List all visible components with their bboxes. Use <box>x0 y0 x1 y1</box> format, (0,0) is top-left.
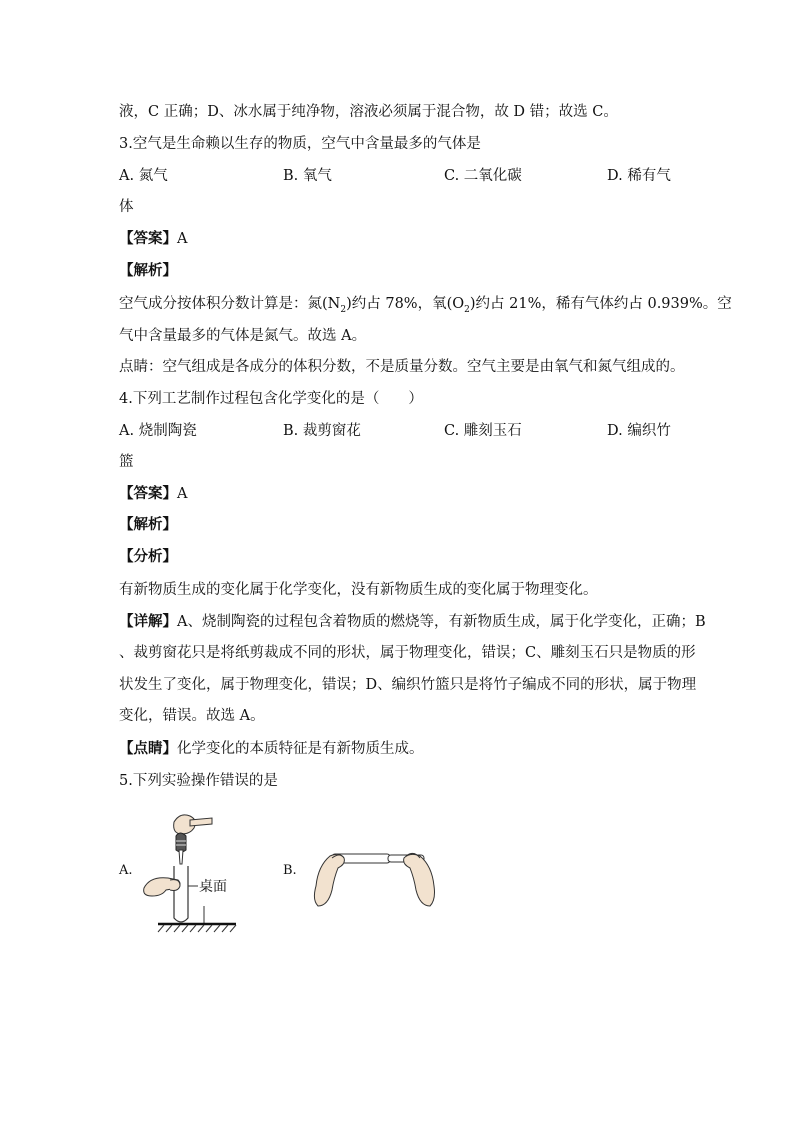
q3-stem: 3.空气是生命赖以生存的物质，空气中含量最多的气体是 <box>119 136 481 152</box>
q4-detail-line-2: 、裁剪窗花只是将纸剪裁成不同的形状，属于物理变化，错误；C、雕刻玉石只是物质的形 <box>119 645 696 661</box>
subscript: 2 <box>464 304 470 315</box>
q3-option-a: A. 氮气 <box>119 168 168 184</box>
comment-text: 化学变化的本质特征是有新物质生成。 <box>177 741 424 757</box>
q3-comment: 点睛：空气组成是各成分的体积分数，不是质量分数。空气主要是由氧气和氮气组成的。 <box>119 359 685 375</box>
tube-connection-figure <box>310 842 440 912</box>
q4-option-d-wrap: 篮 <box>119 454 134 470</box>
q3-option-d-wrap: 体 <box>119 199 134 215</box>
q4-detail-line-3: 状发生了变化，属于物理变化，错误；D、编织竹篮只是将竹子编成不同的形状，属于物理 <box>119 677 697 693</box>
q4-detail-line-1 <box>119 612 706 632</box>
analysis-text: )约占 78%，氧(O <box>346 296 465 312</box>
analyze-tag: 【分析】 <box>119 549 177 565</box>
q3-analysis-label <box>119 261 177 281</box>
detail-text: A、烧制陶瓷的过程包含着物质的燃烧等，有新物质生成，属于化学变化，正确；B <box>177 614 706 630</box>
analysis-tag: 【解析】 <box>119 517 177 533</box>
q4-option-c: C. 雕刻玉石 <box>444 423 522 439</box>
q4-detail-line-4: 变化，错误。故选 A。 <box>119 708 265 724</box>
q3-option-b: B. 氧气 <box>283 168 332 184</box>
analysis-text: )约占 21%，稀有气体约占 0.939%。空 <box>469 296 732 312</box>
q4-answer <box>119 484 187 504</box>
q4-option-d: D. 编织竹 <box>607 423 671 439</box>
answer-value: A <box>177 231 188 247</box>
q3-option-c: C. 二氧化碳 <box>444 168 522 184</box>
comment-tag: 【点睛】 <box>119 741 177 757</box>
q4-analyze-text: 有新物质生成的变化属于化学变化，没有新物质生成的变化属于物理变化。 <box>119 582 598 598</box>
q4-analysis-label <box>119 515 177 535</box>
q4-stem: 4.下列工艺制作过程包含化学变化的是（ ） <box>119 391 423 407</box>
q4-comment <box>119 739 424 759</box>
q5-figure-b-label: B. <box>283 863 297 878</box>
q4-option-b: B. 裁剪窗花 <box>283 423 361 439</box>
q2-answer-tail: 液，C 正确；D、冰水属于纯净物，溶液必须属于混合物，故 D 错；故选 C。 <box>119 104 618 120</box>
q5-figure-a-label: A. <box>119 863 133 878</box>
analysis-text: 空气成分按体积分数计算是：氮(N <box>119 296 341 312</box>
dropper-test-tube-figure <box>140 808 250 933</box>
q4-analyze-label <box>119 547 177 567</box>
answer-value: A <box>177 486 188 502</box>
detail-tag: 【详解】 <box>119 614 177 630</box>
q3-option-d: D. 稀有气 <box>607 168 671 184</box>
analysis-tag: 【解析】 <box>119 263 177 279</box>
q4-option-a: A. 烧制陶瓷 <box>119 423 197 439</box>
q3-analysis-line-1 <box>119 294 732 320</box>
answer-tag: 【答案】 <box>119 486 177 502</box>
q3-analysis-line-2: 气中含量最多的气体是氮气。故选 A。 <box>119 328 367 344</box>
q5-stem: 5.下列实验操作错误的是 <box>119 773 278 789</box>
q3-answer <box>119 229 187 249</box>
answer-tag: 【答案】 <box>119 231 177 247</box>
subscript: 2 <box>340 304 347 315</box>
q5-figure-a-caption: 桌面 <box>199 879 227 895</box>
